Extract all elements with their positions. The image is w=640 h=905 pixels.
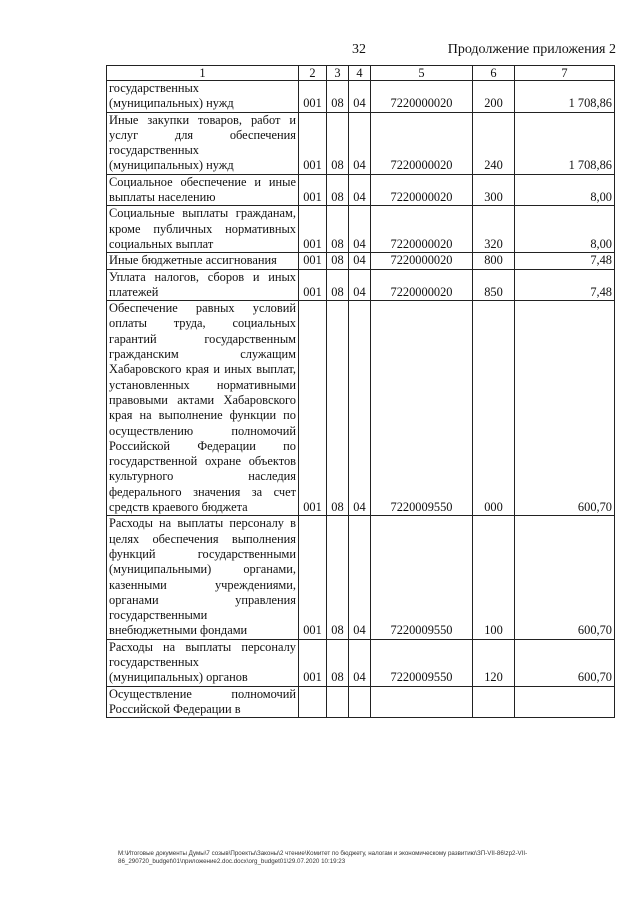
cell-section: 08: [327, 112, 349, 174]
cell-section: 08: [327, 206, 349, 253]
table-row: [107, 686, 615, 718]
cell-section: 08: [327, 174, 349, 206]
cell-section: 08: [327, 253, 349, 269]
cell-amount: 8,00: [515, 206, 615, 253]
cell-section: [327, 686, 349, 718]
cell-code: 001: [299, 174, 327, 206]
cell-type: 200: [473, 81, 515, 113]
cell-type: [473, 686, 515, 718]
cell-section: 08: [327, 269, 349, 301]
cell-amount: 600,70: [515, 301, 615, 516]
cell-subsection: 04: [349, 206, 371, 253]
table-row: [107, 253, 615, 269]
table-row: [107, 81, 615, 113]
table-row: [107, 206, 615, 253]
document-path-footer: M:\Итоговые документы Думы\7 созыв\Проекты\Законы\2 чтение\Комитет по бюджету, налогам и экономическому развитию\ЗП-VII-86\zp2-VII-86_290720_budget\01\приложение2.doc.docx\org_budget01\29.07.2020 10:19:23: [118, 850, 528, 865]
row-name: Уплата налогов, сборов и иных платежей: [107, 269, 299, 301]
table-header-row: [107, 66, 615, 81]
column-header: 5: [371, 66, 473, 81]
table-row: [107, 301, 615, 516]
cell-subsection: 04: [349, 639, 371, 686]
cell-code: 001: [299, 206, 327, 253]
cell-code: 001: [299, 112, 327, 174]
budget-table: [106, 65, 615, 718]
cell-amount: 1 708,86: [515, 81, 615, 113]
row-name: Обеспечение равных условий оплаты труда, социальных гарантий государственным гражданским служащим Хабаровского края и иных выплат, установленных нормативными правовыми актами Хабаровского края на выполнение функции по осуществлению полномочий Российской Федерации по государственной охране объектов культурного наследия федерального значения за счет средств краевого бюджета: [107, 301, 299, 516]
cell-section: 08: [327, 81, 349, 113]
cell-amount: 600,70: [515, 639, 615, 686]
cell-amount: 1 708,86: [515, 112, 615, 174]
cell-target: 7220000020: [371, 206, 473, 253]
cell-target: 7220000020: [371, 269, 473, 301]
column-header: 6: [473, 66, 515, 81]
continuation-label: Продолжение приложения 2: [447, 42, 616, 57]
cell-subsection: 04: [349, 269, 371, 301]
cell-type: 240: [473, 112, 515, 174]
cell-amount: 7,48: [515, 269, 615, 301]
cell-code: 001: [299, 81, 327, 113]
cell-section: 08: [327, 639, 349, 686]
column-header: 2: [299, 66, 327, 81]
row-name: Социальные выплаты гражданам, кроме публичных нормативных социальных выплат: [107, 206, 299, 253]
row-name: Иные бюджетные ассигнования: [107, 253, 299, 269]
column-header: 3: [327, 66, 349, 81]
cell-target: [371, 686, 473, 718]
table-row: [107, 516, 615, 639]
cell-subsection: 04: [349, 174, 371, 206]
column-header: 1: [107, 66, 299, 81]
cell-subsection: [349, 686, 371, 718]
cell-subsection: 04: [349, 301, 371, 516]
column-header: 7: [515, 66, 615, 81]
row-name: Иные закупки товаров, работ и услуг для обеспечения государственных (муниципальных) нужд: [107, 112, 299, 174]
cell-type: 120: [473, 639, 515, 686]
cell-target: 7220009550: [371, 639, 473, 686]
cell-target: 7220000020: [371, 81, 473, 113]
row-name: Осуществление полномочий Российской Федерации в: [107, 686, 299, 718]
cell-subsection: 04: [349, 112, 371, 174]
cell-subsection: 04: [349, 516, 371, 639]
cell-target: 7220000020: [371, 253, 473, 269]
cell-code: 001: [299, 253, 327, 269]
cell-type: 850: [473, 269, 515, 301]
cell-amount: 600,70: [515, 516, 615, 639]
cell-type: 320: [473, 206, 515, 253]
cell-type: 300: [473, 174, 515, 206]
cell-amount: [515, 686, 615, 718]
row-name: Социальное обеспечение и иные выплаты населению: [107, 174, 299, 206]
cell-target: 7220000020: [371, 112, 473, 174]
cell-code: 001: [299, 639, 327, 686]
cell-type: 100: [473, 516, 515, 639]
cell-code: 001: [299, 269, 327, 301]
table-row: [107, 639, 615, 686]
cell-section: 08: [327, 516, 349, 639]
page-number: 32: [352, 42, 366, 57]
column-header: 4: [349, 66, 371, 81]
cell-code: 001: [299, 516, 327, 639]
cell-target: 7220000020: [371, 174, 473, 206]
cell-code: [299, 686, 327, 718]
table-row: [107, 112, 615, 174]
cell-subsection: 04: [349, 81, 371, 113]
cell-amount: 8,00: [515, 174, 615, 206]
cell-subsection: 04: [349, 253, 371, 269]
cell-target: 7220009550: [371, 516, 473, 639]
cell-section: 08: [327, 301, 349, 516]
cell-target: 7220009550: [371, 301, 473, 516]
table-row: [107, 269, 615, 301]
row-name: Расходы на выплаты персоналу в целях обеспечения выполнения функций государственными (муниципальными) органами, казенными учреждениями, органами управления государственными внебюджетными фондами: [107, 516, 299, 639]
cell-type: 000: [473, 301, 515, 516]
table-row: [107, 174, 615, 206]
row-name: Расходы на выплаты персоналу государственных (муниципальных) органов: [107, 639, 299, 686]
cell-code: 001: [299, 301, 327, 516]
cell-amount: 7,48: [515, 253, 615, 269]
row-name: государственных (муниципальных) нужд: [107, 81, 299, 113]
cell-type: 800: [473, 253, 515, 269]
